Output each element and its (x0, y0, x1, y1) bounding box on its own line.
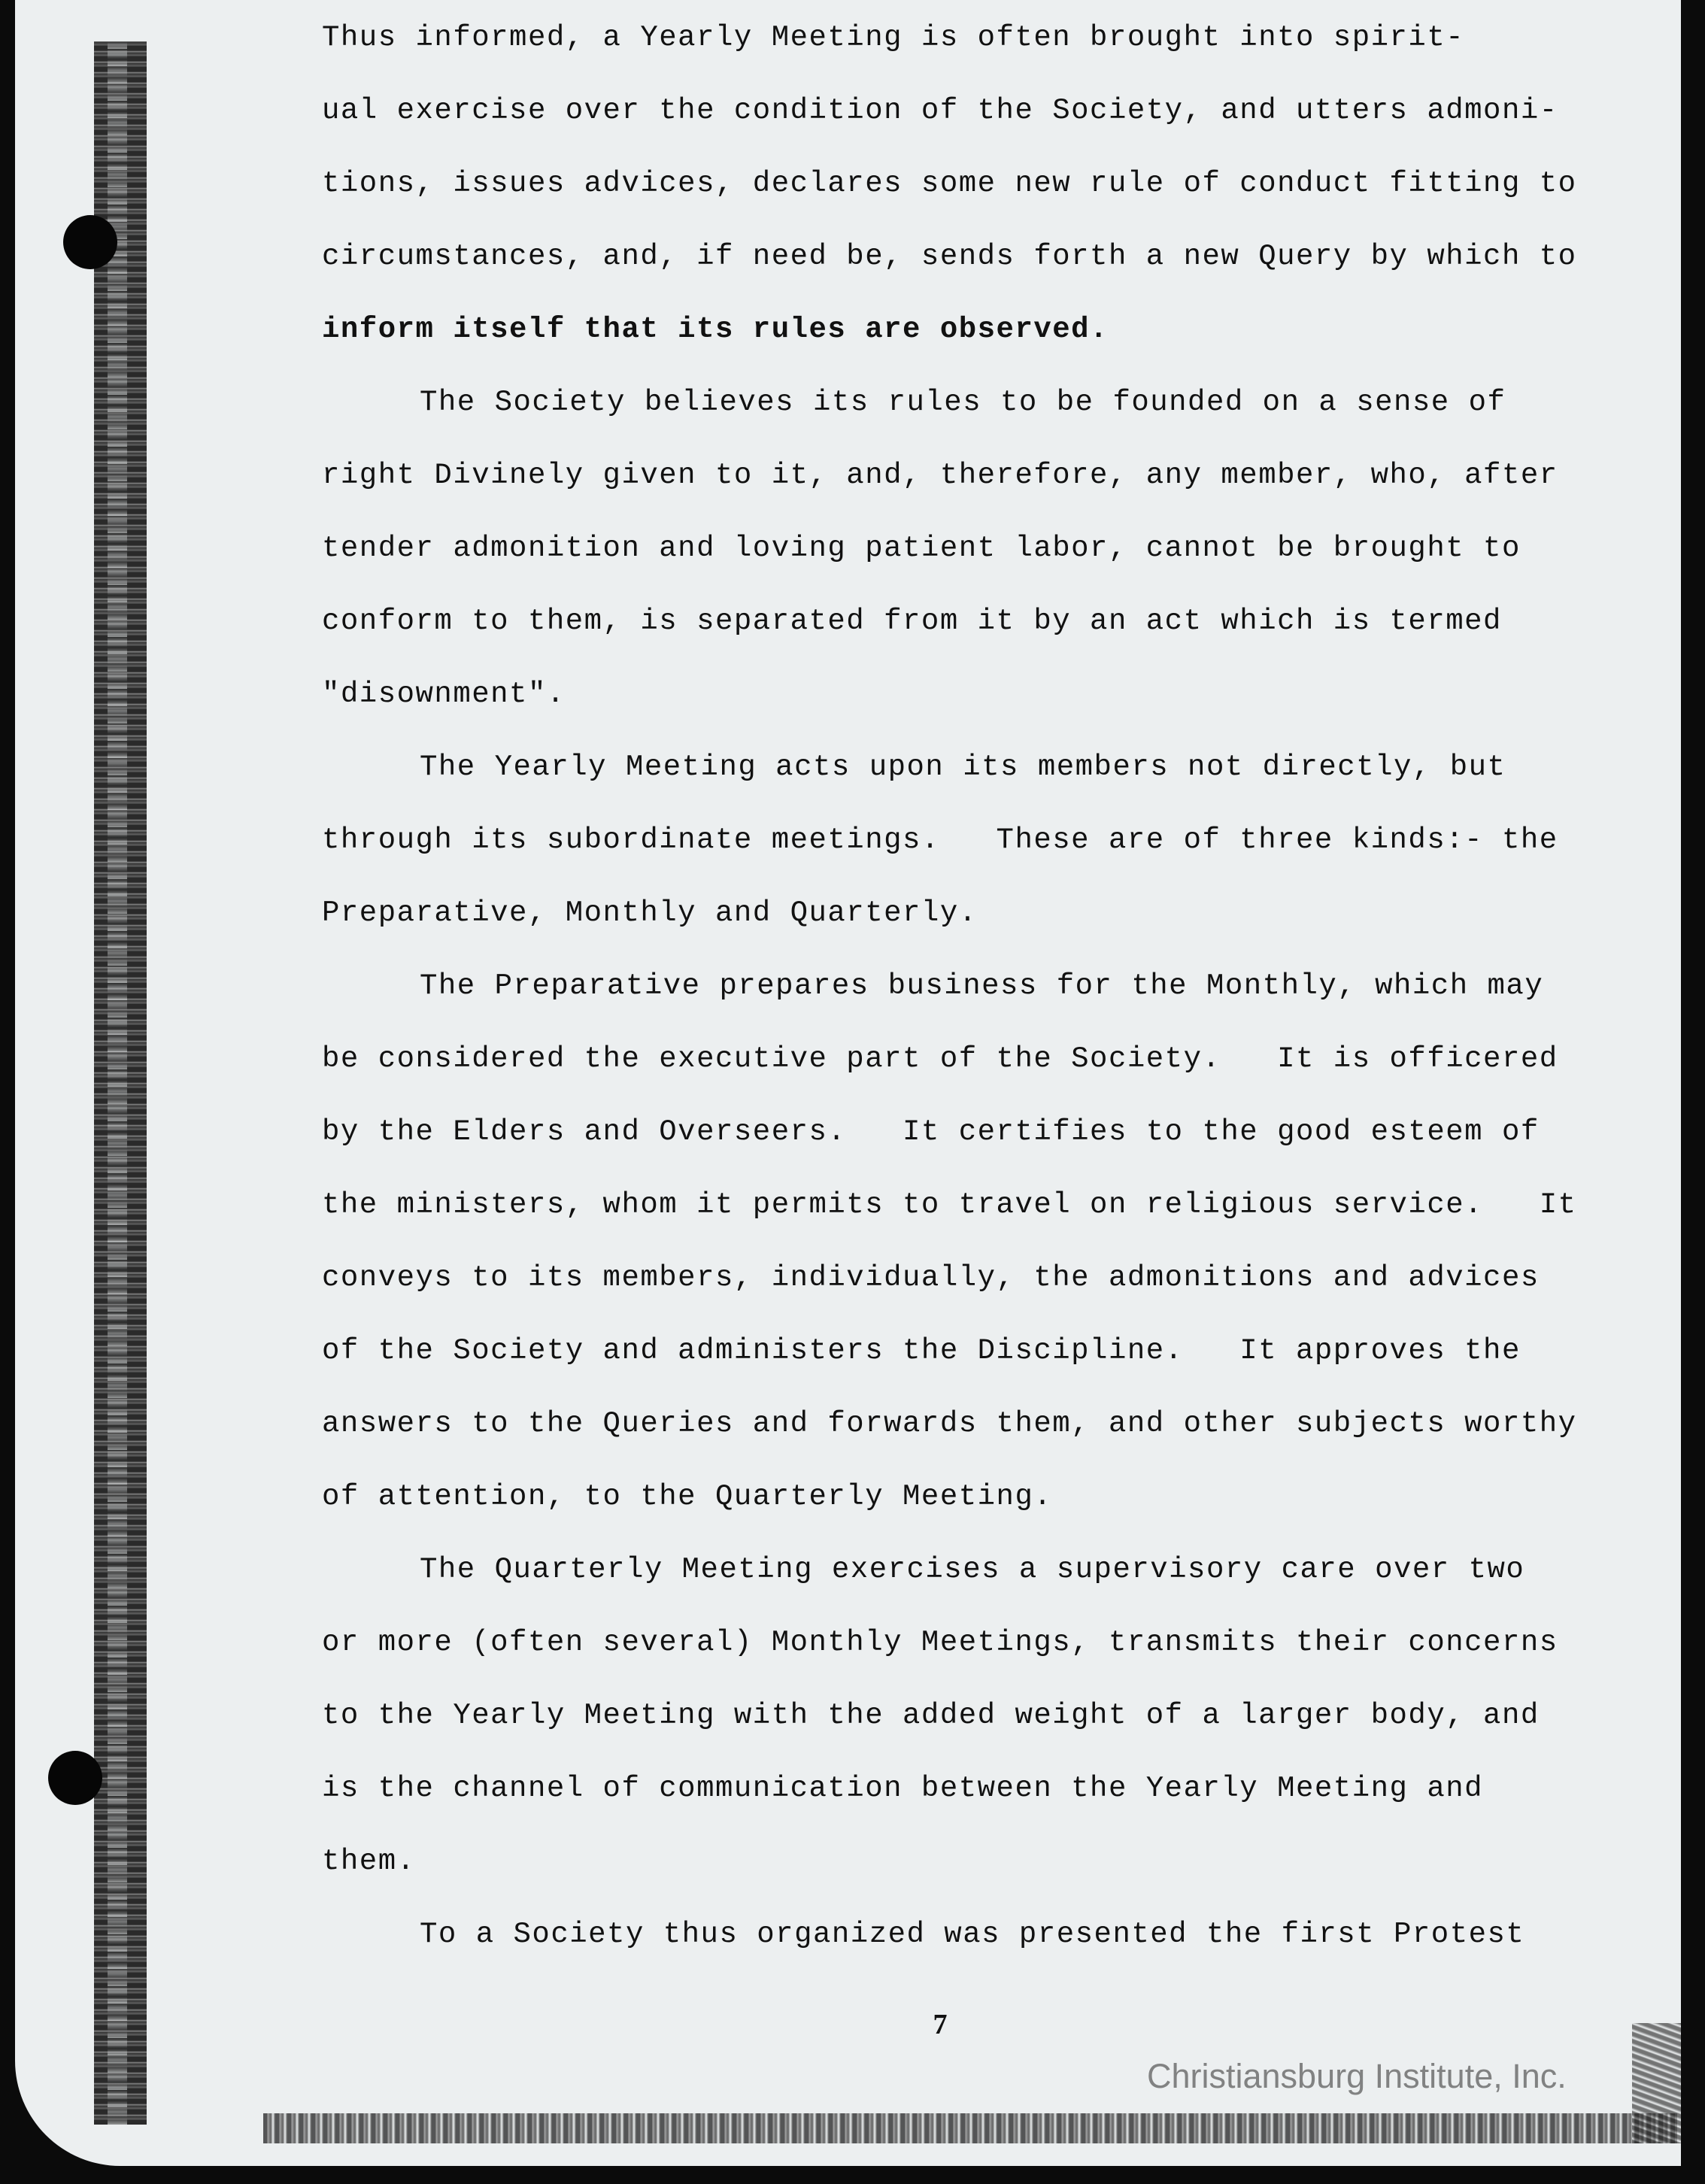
text-line: inform itself that its rules are observed. (322, 313, 1109, 346)
text-line: them. (322, 1845, 416, 1878)
text-line: Thus informed, a Yearly Meeting is often brought into spirit- (322, 21, 1465, 54)
text-line: circumstances, and, if need be, sends forth a new Query by which to (322, 240, 1577, 273)
punch-hole-bottom (48, 1751, 102, 1805)
punch-hole-top (63, 215, 117, 269)
text-line: Preparative, Monthly and Quarterly. (322, 896, 978, 930)
paragraph-start-line: The Yearly Meeting acts upon its members not directly, but (420, 751, 1506, 784)
text-line: answers to the Queries and forwards them, and other subjects worthy (322, 1407, 1577, 1440)
page-number: 7 (933, 2009, 948, 2040)
scanned-corner-mark (1632, 2023, 1681, 2143)
text-line: ual exercise over the condition of the Society, and utters admoni- (322, 94, 1558, 127)
text-line: be considered the executive part of the Society. It is officered (322, 1042, 1558, 1075)
text-line: of attention, to the Quarterly Meeting. (322, 1480, 1053, 1513)
paragraph-start-line: The Quarterly Meeting exercises a supervisory care over two (420, 1553, 1525, 1586)
text-line: conform to them, is separated from it by an act which is termed (322, 605, 1502, 638)
text-line: "disownment". (322, 678, 566, 711)
text-line: right Divinely given to it, and, therefore, any member, who, after (322, 459, 1558, 492)
document-page (15, 0, 1681, 2166)
watermark-text: Christiansburg Institute, Inc. (1147, 2057, 1567, 2095)
text-line: conveys to its members, individually, the admonitions and advices (322, 1261, 1540, 1294)
typed-text-body (322, 21, 1634, 1971)
paragraph-start-line: To a Society thus organized was presented the first Protest (420, 1918, 1525, 1951)
paragraph-start-line: The Society believes its rules to be founded on a sense of (420, 386, 1506, 419)
text-line: the ministers, whom it permits to travel on religious service. It (322, 1188, 1577, 1221)
text-line: by the Elders and Overseers. It certifies to the good esteem of (322, 1115, 1540, 1148)
scanned-bottom-edge (263, 2113, 1677, 2143)
scanned-binding-edge (94, 41, 147, 2125)
text-line: tender admonition and loving patient labor, cannot be brought to (322, 532, 1521, 565)
paragraph-start-line: The Preparative prepares business for the Monthly, which may (420, 969, 1544, 1003)
text-line: through its subordinate meetings. These are of three kinds:- the (322, 824, 1558, 857)
text-line: is the channel of communication between the Yearly Meeting and (322, 1772, 1484, 1805)
text-line: tions, issues advices, declares some new rule of conduct fitting to (322, 167, 1577, 200)
text-line: of the Society and administers the Discipline. It approves the (322, 1334, 1521, 1367)
text-line: or more (often several) Monthly Meetings, transmits their concerns (322, 1626, 1558, 1659)
text-line: to the Yearly Meeting with the added weight of a larger body, and (322, 1699, 1540, 1732)
